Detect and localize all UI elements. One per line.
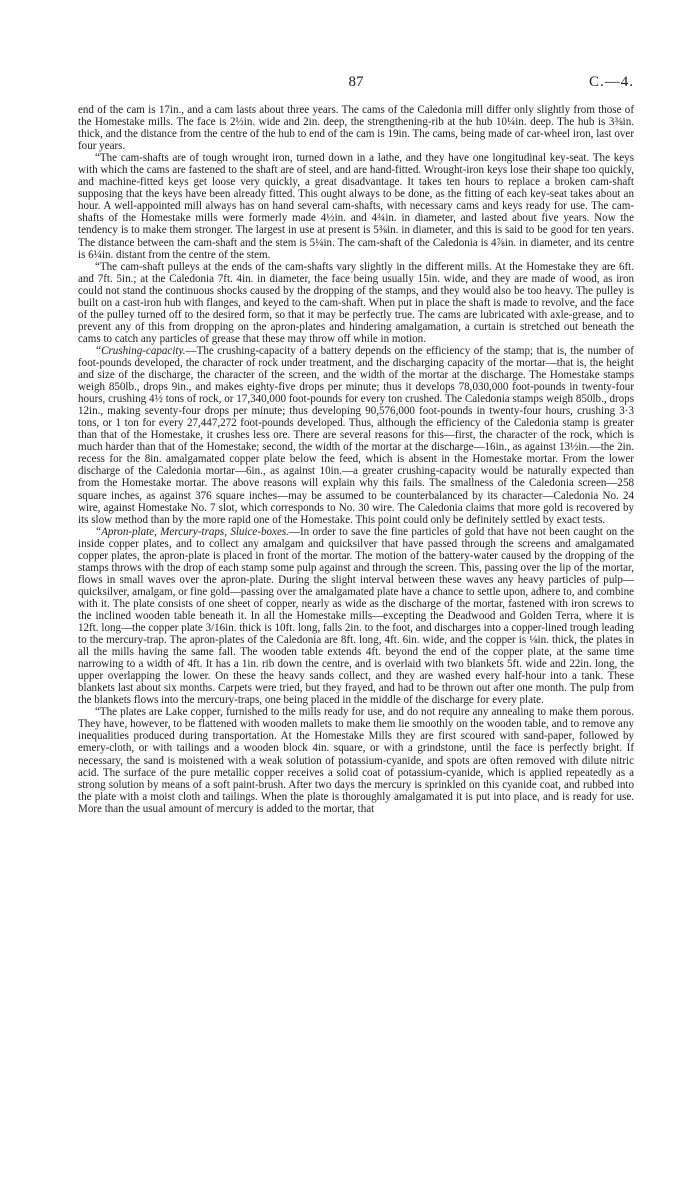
paragraph-crushing-capacity (78, 345, 634, 526)
section-reference: C.—4. (588, 74, 634, 90)
paragraph-heading: “Apron-plate, Mercury-traps, Sluice-boxes. (95, 525, 289, 538)
paragraph-text: —In order to save the fine particles of gold that have not been caught on the inside copper plates, and to collect any amalgam and quicksilver that have passed through the screens and amalgamated copper plates, the apron-plate is placed in front of the mortar. The motion of the battery-water caused by the dropping of the stamps throws with the drop of each stamp some pulp against and through the screen. This, passing over the lip of the mortar, flows in small waves over the apron-plate. During the slight interval between these waves any heavy particles of pulp—quicksilver, amalgam, or fine gold—passing over the amalgamated plate have a chance to settle upon, adhere to, and combine with it. The plate consists of one sheet of copper, nearly as wide as the discharge of the mortar, fastened with iron screws to the inclined wooden table beneath it. In all the Homestake mills—excepting the Deadwood and Golden Terra, where it is 12ft. long—the copper plate 3/16in. thick is 10ft. long, falls 2in. to the foot, and discharges into a copper-lined trough leading to the mercury-trap. The apron-plates of the Caledonia are 8ft. long, 4ft. 6in. wide, and the copper is ⅛in. thick, the plates in all the mills having the same fall. The wooden table extends 4ft. beyond the end of the copper plate, at the same time narrowing to a width of 4ft. It has a 1in. rib down the centre, and is overlaid with two blankets 5ft. wide and 22in. long, the upper overlapping the lower. On these the heavy sands collect, and they are washed every half-hour into a tank. These blankets last about six months. Carpets were tried, but they frayed, and had to be thrown out after one month. The pulp from the blankets flows into the mercury-traps, one being placed in the middle of the discharge for every plate. (78, 525, 635, 707)
paragraph-cam-shaft-pulleys (78, 261, 634, 345)
paragraph-text: “The cam-shafts are of tough wrought iron, turned down in a lathe, and they have one longitudinal key-seat. The keys with which the cams are fastened to the shaft are of steel, and are hand-fitted. Wrought-iron keys lose their shape too quickly, and machine-fitted keys get loose very quickly, a great disadvantage. It takes ten hours to replace a broken cam-shaft supposing that the keys have been already fitted. This ought always to be done, as the fitting of each key-seat takes about an hour. A well-appointed mill always has on hand several cam-shafts, with necessary cams and keys ready for use. The cam-shafts of the Homestake mills were formerly made 4½in. and 4¾in. in diameter, and lasted about five years. Now the tendency is to make them stronger. The largest in use at present is 5⅜in. in diameter, and this is said to be good for ten years. The distance between the cam-shaft and the stem is 5¼in. The cam-shaft of the Caledonia is 4⅞in. in diameter, and its centre is 6¼in. distant from the centre of the stem. (78, 152, 634, 261)
body-text (78, 104, 634, 815)
page-header (78, 74, 634, 94)
paragraph-lake-copper-plates (78, 706, 634, 814)
paragraph-text: —The crushing-capacity of a battery depends on the efficiency of the stamp; that is, the number of foot-pounds developed, the character of rock under treatment, and the discharging capacity of the mortar—that is, the height and size of the discharge, the character of the screen, and the width of the mortar at the discharge. The Homestake stamps weigh 850lb., drops 9in., and makes eighty-five drops per minute; thus it develops 78,030,000 foot-pounds in twenty-four hours, crushing 4½ tons of rock, or 17,340,000 foot-pounds for every ton crushed. The Caledonia stamps weigh 850lb., drops 12in., making seventy-four drops per minute; thus developing 90,576,000 foot-pounds in twenty-four hours, crushing 3·3 tons, or 1 ton for every 27,447,272 foot-pounds developed. Thus, although the efficiency of the Caledonia stamp is greater than that of the Homestake, it crushes less ore. There are several reasons for this—first, the character of the rock, which is much harder than that of the Homestake; second, the width of the mortar at the discharge—16in., as against 13½in.—the 2in. recess for the 8in. amalgamated copper plate below the feed, which is absent in the Homestake mortar. From the lower discharge of the Caledonia mortar—6in., as against 10in.—a greater crushing-capacity would be naturally expected than from the Homestake mortar. The above reasons will explain why this fails. The smallness of the Caledonia screen—258 square inches, as against 376 square inches—may be assumed to be counterbalanced by its character—Caledonia No. 24 wire, against Homestake No. 7 slot, which corresponds to No. 30 wire. The Caledonia claims that more gold is recovered by its slow method than by the more rapid one of the Homestake. This point could only be definitely settled by exact tests. (78, 344, 634, 526)
paragraph-apron-plate (78, 526, 634, 707)
paragraph-text: “The plates are Lake copper, furnished to the mills ready for use, and do not require any annealing to make them porous. They have, however, to be flattened with wooden mallets to make them lie smoothly on the wooden table, and to remove any inequalities produced during transportation. At the Homestake Mills they are first scoured with sand-paper, followed by emery-cloth, or with tailings and a wooden block 4in. square, or with a grindstone, until the face is perfectly bright. If necessary, the sand is moistened with a weak solution of potassium-cyanide, and spots are often removed with dilute nitric acid. The surface of the pure metallic copper receives a solid coat of potassium-cyanide, which is applied repeatedly as a strong solution by means of a soft paint-brush. After two days the mercury is sprinkled on this cyanide coat, and rubbed into the plate with a moist cloth and tailings. When the plate is thoroughly amalgamated it is put into place, and is ready for use. More than the usual amount of mercury is added to the mortar, that (78, 706, 634, 815)
paragraph-heading: “Crushing-capacity. (95, 344, 186, 357)
paragraph-text: “The cam-shaft pulleys at the ends of the cam-shafts vary slightly in the different mills. At the Homestake they are 6ft. and 7ft. 5in.; at the Caledonia 7ft. 4in. in diameter, the face being usually 15in. wide, and they are made of wood, as iron could not stand the continuous shocks caused by the dropping of the stamps, and they would also be too heavy. The pulley is built on a cast-iron hub with flanges, and keyed to the cam-shaft. When put in place the shaft is made to revolve, and the face of the pulley turned off to the desired form, so that it may be perfectly true. The cams are lubricated with axle-grease, and to prevent any of this from dropping on the apron-plates and hindering amalgamation, a curtain is stretched out beneath the cams to catch any particles of grease that these may throw off while in motion. (78, 260, 634, 345)
page-number: 87 (348, 74, 364, 90)
paragraph-cam-dimensions (78, 104, 634, 152)
paragraph-cam-shafts (78, 152, 634, 260)
paragraph-text: end of the cam is 17in., and a cam lasts about three years. The cams of the Caledonia mill differ only slightly from those of the Homestake mills. The face is 2½in. wide and 2in. deep, the strengthening-rib at the hub 10¼in. deep. The hub is 3⅜in. thick, and the distance from the centre of the hub to end of the cam is 19in. The cams, being made of car-wheel iron, last over four years. (78, 104, 634, 153)
